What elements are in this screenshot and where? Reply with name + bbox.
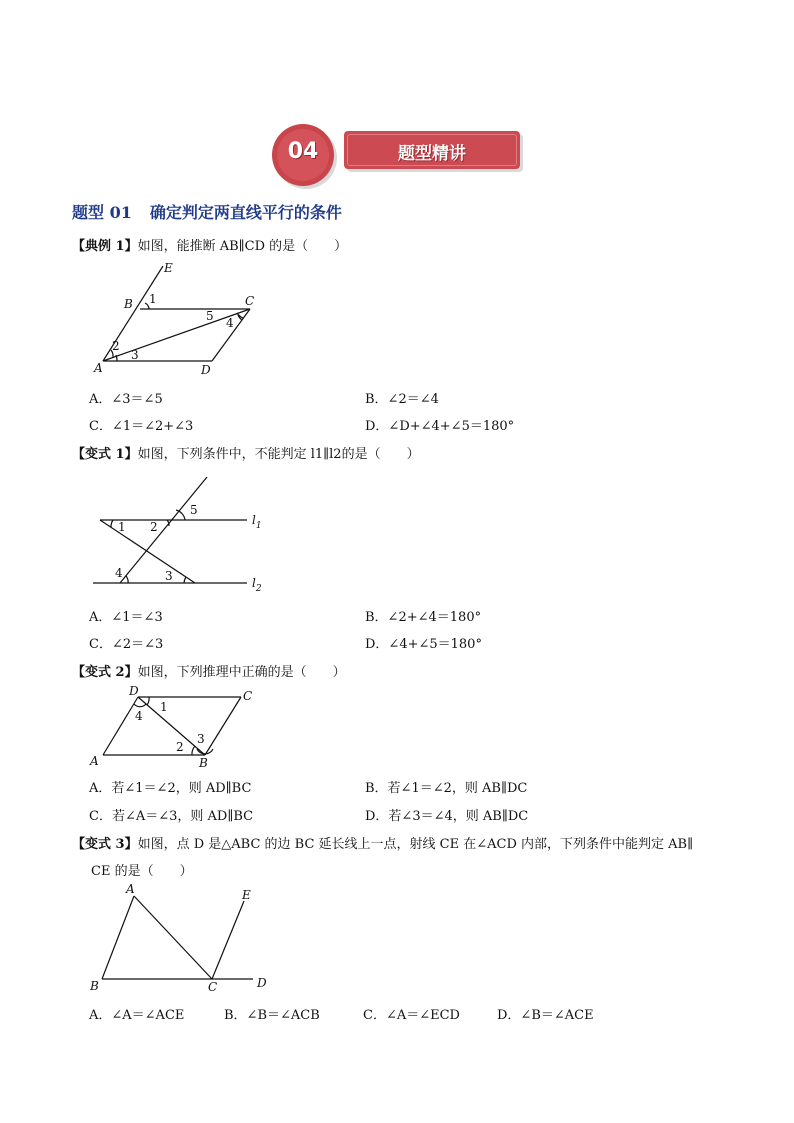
q2-option-b[interactable]: B．∠2+∠4＝180°	[365, 610, 482, 625]
figure-1	[93, 261, 254, 377]
q3-option-d[interactable]: D．若∠3＝∠4，则 AB∥DC	[365, 809, 529, 824]
question-2-text: 如图，下列条件中，不能判定 l1∥l2的是（ ）	[137, 447, 420, 462]
figure-4	[89, 882, 267, 994]
q4-option-b[interactable]: B．∠B＝∠ACB	[224, 1008, 320, 1023]
question-3-tag: 【变式 2】	[72, 665, 138, 680]
fig3-angle-1: 1	[160, 700, 168, 714]
fig2-arc-3	[184, 577, 186, 583]
q2-option-c[interactable]: C．∠2＝∠3	[89, 637, 164, 652]
fig4-line-AC	[134, 896, 212, 979]
fig1-angle-2: 2	[112, 339, 120, 353]
fig1-arc-3	[116, 355, 117, 361]
fig1-label-B: B	[124, 297, 133, 311]
fig4-label-D: D	[257, 976, 267, 990]
fig2-label-l1	[252, 513, 262, 531]
fig1-angle-4: 4	[226, 316, 234, 330]
fig3-line-AD	[103, 697, 138, 755]
fig4-label-E: E	[242, 888, 251, 902]
fig3-arc-4	[134, 704, 146, 707]
q1-option-a[interactable]: A．∠3＝∠5	[89, 392, 163, 407]
fig2-transversal-a	[120, 477, 207, 583]
question-2	[72, 443, 420, 462]
fig2-label-l2-sub: 2	[255, 584, 262, 594]
section-label: 题型 01	[72, 203, 132, 222]
fig1-label-C: C	[245, 294, 255, 308]
fig2-angle-2: 2	[150, 520, 158, 534]
fig1-label-E: E	[164, 261, 173, 275]
fig1-angle-5: 5	[206, 309, 214, 323]
q2-option-a[interactable]: A．∠1＝∠3	[89, 610, 163, 625]
badge-title: 题型精讲	[398, 144, 466, 164]
fig1-label-D: D	[201, 363, 211, 377]
q3-option-c[interactable]: C．若∠A＝∠3，则 AD∥BC	[89, 809, 254, 824]
fig3-line-CB	[205, 697, 241, 755]
fig2-angle-1: 1	[118, 520, 126, 534]
question-3-text: 如图，下列推理中正确的是（ ）	[137, 665, 346, 680]
q4-option-a[interactable]: A．∠A＝∠ACE	[89, 1008, 185, 1023]
q3-option-b[interactable]: B．若∠1＝∠2，则 AB∥DC	[365, 781, 528, 796]
question-1-tag: 【典例 1】	[72, 239, 138, 254]
fig2-label-l1-sub: 1	[255, 521, 262, 531]
fig4-label-C: C	[208, 980, 218, 994]
question-3	[72, 661, 346, 680]
fig1-angle-3: 3	[131, 348, 139, 362]
fig2-arc-5	[176, 510, 185, 520]
q4-option-d[interactable]: D．∠B＝∠ACE	[497, 1008, 594, 1023]
question-4-text-line2: CE 的是（ ）	[91, 864, 193, 879]
fig4-line-CE	[212, 901, 244, 979]
fig3-arc-1	[147, 697, 149, 705]
fig4-label-B: B	[90, 979, 99, 993]
fig2-angle-5: 5	[190, 503, 198, 517]
fig4-label-A: A	[126, 882, 135, 896]
figure-2	[93, 477, 262, 594]
question-1-text: 如图，能推断 AB∥CD 的是（ ）	[137, 239, 348, 254]
fig2-angle-4: 4	[115, 566, 123, 580]
fig2-label-l2-main: l	[252, 576, 256, 590]
q4-option-c[interactable]: C．∠A＝∠ECD	[363, 1008, 460, 1023]
fig1-label-A: A	[94, 361, 103, 375]
fig2-arc-4	[126, 576, 128, 583]
fig3-angle-2: 2	[176, 740, 184, 754]
fig3-label-C: C	[243, 689, 253, 703]
fig4-line-BA	[102, 896, 134, 979]
badge-number: 04	[287, 139, 319, 164]
q1-option-d[interactable]: D．∠D+∠4+∠5＝180°	[365, 419, 515, 434]
fig3-label-B: B	[199, 756, 208, 770]
q3-option-a[interactable]: A．若∠1＝∠2，则 AD∥BC	[89, 781, 252, 796]
fig3-angle-3: 3	[197, 732, 205, 746]
question-4-tag: 【变式 3】	[72, 837, 138, 852]
q1-option-b[interactable]: B．∠2＝∠4	[365, 392, 439, 407]
fig1-angle-1: 1	[149, 292, 157, 306]
fig2-label-l1-main: l	[252, 513, 256, 527]
fig2-arc-1	[111, 520, 113, 527]
fig3-angle-4: 4	[135, 709, 143, 723]
question-2-tag: 【变式 1】	[72, 447, 138, 462]
fig3-arc-2	[192, 746, 195, 755]
fig2-label-l2	[252, 576, 262, 594]
q1-option-c[interactable]: C．∠1＝∠2+∠3	[89, 419, 194, 434]
question-4	[72, 833, 693, 852]
question-4-text-line1: 如图，点 D 是△ABC 的边 BC 延长线上一点，射线 CE 在∠ACD 内部，下列条件中能判定 AB∥	[137, 837, 694, 852]
fig3-label-D: D	[129, 684, 139, 698]
fig2-angle-3: 3	[165, 569, 173, 583]
fig3-label-A: A	[90, 754, 99, 768]
section-title: 确定判定两直线平行的条件	[149, 203, 342, 222]
q2-option-d[interactable]: D．∠4+∠5＝180°	[365, 637, 482, 652]
figure-3	[89, 684, 252, 770]
